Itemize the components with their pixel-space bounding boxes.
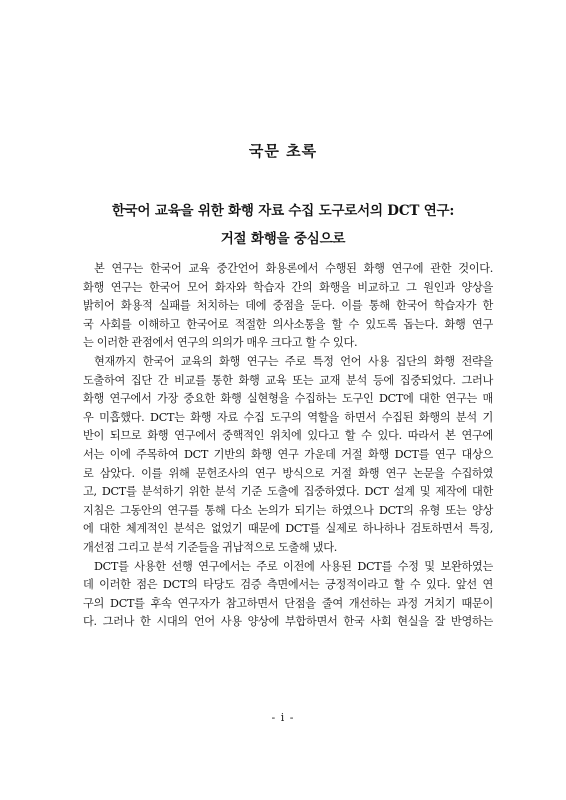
body-line: 국 사회를 이해하고 한국어로 적절한 의사소통을 할 수 있도록 돕는다. 화행 연구 xyxy=(83,317,493,331)
body-line: 고, DCT를 분석하기 위한 분석 기준 도출에 집중하였다. DCT 설계 및 제작에 대한 xyxy=(83,485,493,499)
abstract-body xyxy=(83,260,493,632)
body-line: 도출하여 집단 간 비교를 통한 화행 교육 또는 교재 분석 등에 집중되었다. 그러나 xyxy=(83,373,493,387)
body-line: 화행 연구에서 가장 중요한 화행 실현형을 수집하는 도구인 DCT에 대한 연구는 매 xyxy=(83,392,493,406)
title-line-1: 한국어 교육을 위한 화행 자료 수집 도구로서의 DCT 연구: xyxy=(111,203,455,219)
abstract-heading: 국문 초록 xyxy=(248,142,318,160)
body-line: 는 이러한 관점에서 연구의 의의가 매우 크다고 할 수 있다. xyxy=(83,336,358,350)
body-line: 데 이러한 점은 DCT의 타당도 검증 측면에서는 긍정적이라고 할 수 있다. 앞선 연 xyxy=(83,578,493,592)
body-line: 구의 DCT를 후속 연구자가 참고하면서 단점을 줄여 개선하는 과정 거치기 때문이 xyxy=(83,596,493,610)
body-line: 밝히어 화용적 실패를 처치하는 데에 중점을 둔다. 이를 통해 한국어 학습자가 한 xyxy=(83,299,493,313)
page-number: - i - xyxy=(271,711,295,724)
body-line: 다. 그러나 한 시대의 언어 사용 양상에 부합하면서 한국 사회 현실을 잘 반영하는 xyxy=(83,615,493,629)
body-line: 현재까지 한국어 교육의 화행 연구는 주로 특정 언어 사용 집단의 화행 전략을 xyxy=(94,354,493,368)
body-line: 에 대한 체계적인 분석은 없었기 때문에 DCT를 실제로 하나하나 검토하면서 특징, xyxy=(83,522,493,536)
body-line: 우 미흡했다. DCT는 화행 자료 수집 도구의 역할을 하면서 수집된 화행의 분석 기 xyxy=(83,410,493,424)
body-line: 개선점 그리고 분석 기준들을 귀납적으로 도출해 냈다. xyxy=(83,540,337,554)
body-line: 지침은 그동안의 연구를 통해 다소 논의가 되기는 하였으나 DCT의 유형 또는 양상 xyxy=(83,503,493,517)
body-line: 서는 이에 주목하여 DCT 기반의 화행 연구 가운데 거절 화행 DCT를 연구 대상으 xyxy=(83,447,493,461)
title-line-2: 거절 화행을 중심으로 xyxy=(220,231,346,247)
body-line: 화행 연구는 한국어 모어 화자와 학습자 간의 화행을 비교하고 그 원인과 양상을 xyxy=(83,280,493,294)
body-line: 로 삼았다. 이를 위해 문헌조사의 연구 방식으로 거절 화행 연구 논문을 수집하였 xyxy=(83,466,493,480)
body-line: DCT를 사용한 선행 연구에서는 주로 이전에 사용된 DCT를 수정 및 보완하였는 xyxy=(94,559,493,573)
body-line: 반이 되므로 화행 연구에서 중핵적인 위치에 있다고 할 수 있다. 따라서 본 연구에 xyxy=(83,429,493,443)
body-line: 본 연구는 한국어 교육 중간언어 화용론에서 수행된 화행 연구에 관한 것이다. xyxy=(94,262,493,275)
